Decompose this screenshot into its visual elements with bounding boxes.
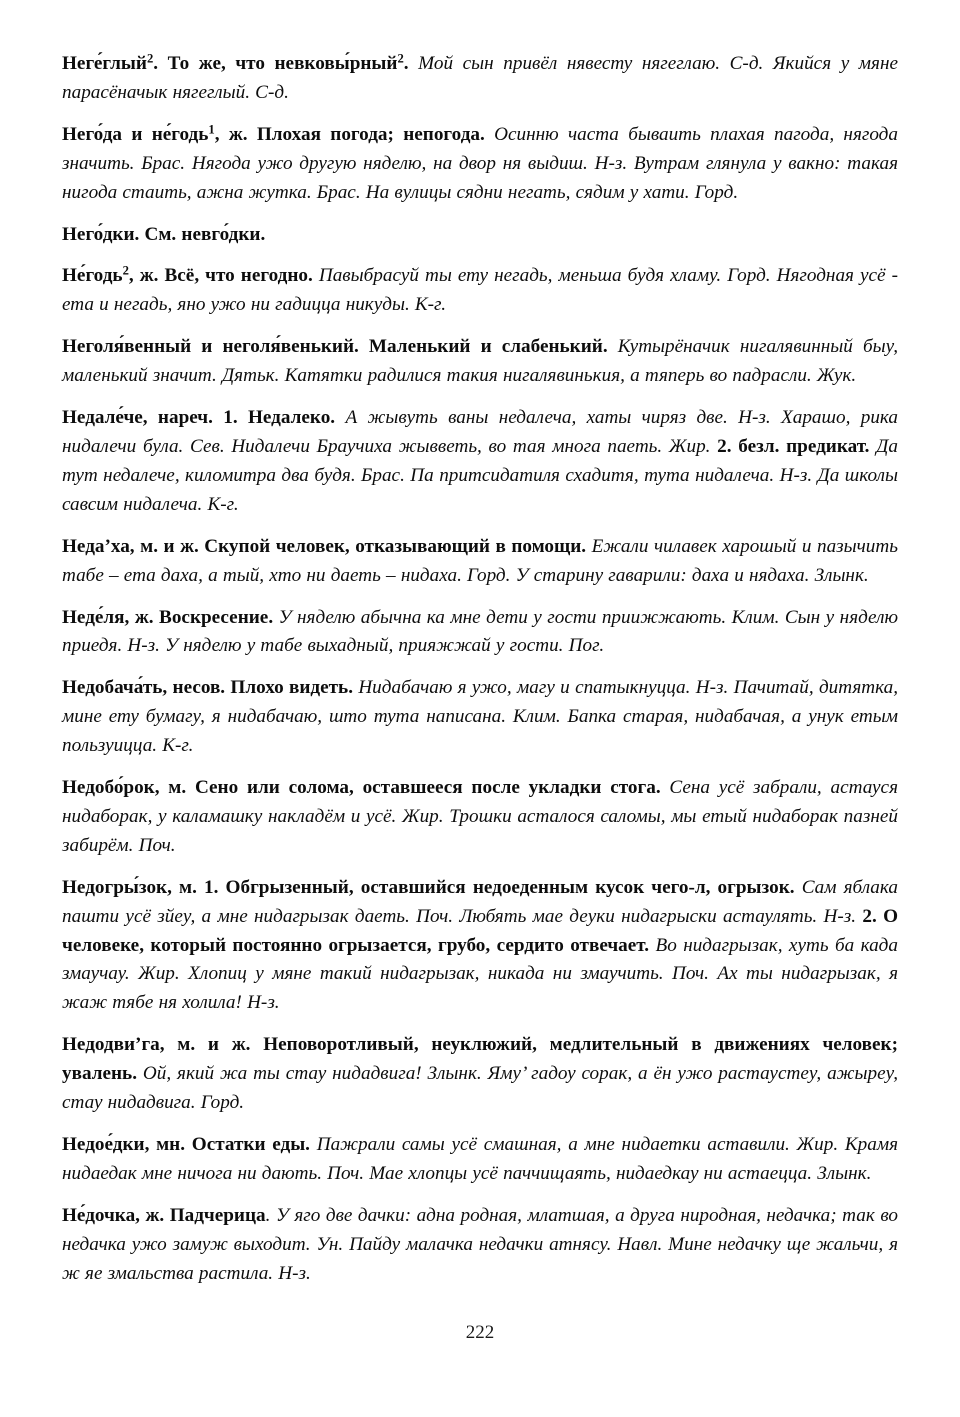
dictionary-entry xyxy=(62,604,898,662)
entry-example: Сена усё забрали, астауся нидаборак, у каламашку накладём и усё. Жир. Трошки асталося саломы, мы етый нидаборак пазней забирём. Поч. xyxy=(62,777,898,856)
entry-headword: Недобача́ть, несов. Плохо видеть. xyxy=(62,677,354,699)
entry-column xyxy=(62,50,898,1289)
entry-example: Нидабачаю я ужо, магу и спатыкнуцца. Н-з. Пачитай, дитятка, мине ету бумагу, я нидабачаю, што тута написана. Клим. Бапка старая, нидабачая, а унук етым пользуицца. К-г. xyxy=(62,677,899,757)
dictionary-entry xyxy=(62,874,898,1019)
entry-example: Кутырёначик нигалявинный быу, маленький значит. Дятьк. Катятки радилися такия нигалявинькия, а тяперь во падрасли. Жук. xyxy=(62,336,898,387)
entry-headword: Недодви’га, м. и ж. Неповоротливый, неуклюжий, медлительный в движениях человек; увалень. xyxy=(62,1034,898,1085)
entry-headword: Недогры́зок, м. 1. Обгрызенный, оставшийся недоеденным кусок чего-л, огрызок. xyxy=(62,876,795,898)
entry-example: Пажрали самы усё смашная, а мне нидаетки аставили. Жир. Крамя нидаедак мне ничога ни дають. Поч. Мае хлопцы усё паччищаять, нидаедкау ни астаецца. Злынк. xyxy=(62,1134,898,1184)
dictionary-entry xyxy=(62,674,898,761)
entry-headword: Недое́дки, мн. Остатки еды. xyxy=(62,1134,310,1155)
entry-headword: 2. безл. предикат. xyxy=(710,435,870,457)
entry-headword: Неге́глый$^2$. То же, что невковы́рный$^2$. xyxy=(62,51,409,74)
entry-example: Осинню часта бываить плахая пагода, нягода значить. Брас. Нягода ужо другую няделю, на двор ня выдиш. Н-з. Вутрам глянула у вакно: такая нигода стаить, ажна жутка. Брас. На вулицы сядни негать, сядим у хати. Горд. xyxy=(62,123,898,203)
entry-example: Ой, який жа ты стау нидадвига! Злынк. Яму’ гадоу сорак, а ён ужо растаустеу, ажыреу, стау нидадвига. Горд. xyxy=(62,1063,898,1114)
entry-headword: Не́дочка, ж. Падчерица xyxy=(62,1204,266,1226)
dictionary-entry xyxy=(62,121,898,208)
dictionary-entry xyxy=(62,262,898,320)
entry-headword: Не́годь$^2$, ж. Всё, что негодно. xyxy=(62,263,313,287)
entry-headword: 2. О человеке, который постоянно огрызается, грубо, сердито отвечает. xyxy=(62,905,898,956)
entry-headword: Него́да и не́годь$^1$, ж. Плохая погода; непогода. xyxy=(62,122,485,145)
entry-example: У няделю абычна ка мне дети у гости приижжають. Клим. Сын у няделю приедя. Н-з. У няделю у табе выхадный, прияжжай у гости. Пог. xyxy=(62,606,898,657)
entry-headword: Неголя́венный и неголя́венький. Маленький и слабенький. xyxy=(62,336,608,358)
dictionary-entry xyxy=(62,1202,898,1289)
dictionary-entry xyxy=(62,1031,898,1118)
entry-example: Во нидагрызак, хуть ба када змаучау. Жир. Хлопиц у мяне такий нидагрызак, никада ни змаучить. Поч. Ах ты нидагрызак, я жаж тябе ня холила! Н-з. xyxy=(62,934,898,1014)
entry-example: Сам яблака пашти усё зйеу, а мне нидагрызак даеть. Поч. Любять мае деуки нидагрыски астаулять. Н-з. xyxy=(62,876,898,927)
page-number: 222 xyxy=(465,1322,495,1343)
dictionary-entry xyxy=(62,404,898,520)
entry-example: Да тут недалече, киломитра два будя. Брас. Па притсидатиля схадитя, тута нидалеча. Н-з. Да школы савсим нидалеча. К-г. xyxy=(62,435,898,515)
dictionary-entry xyxy=(62,221,898,250)
entry-example: Ежали чилавек харошый и пазычить табе – ета даха, а тый, хто ни даеть – нидаха. Горд. У старину гаварили: даха и нядаха. Злынк. xyxy=(62,535,898,586)
dictionary-entry xyxy=(62,1131,898,1189)
entry-headword: Недобо́рок, м. Сено или солома, оставшееся после укладки стога. xyxy=(62,777,661,799)
entry-example: Мой сын привёл нявесту нягеглаю. С-д. Якийся у мяне парасёначык нягеглый. С-д. xyxy=(62,53,898,103)
entry-headword: Него́дки. См. невго́дки. xyxy=(62,223,266,245)
entry-example: Павыбрасуй ты ету негадь, меньша будя хламу. Горд. Нягодная усё - ета и негадь, яно ужо ни гадицца никуды. К-г. xyxy=(62,265,898,316)
entry-example: А жывуть ваны недалеча, хаты чиряз две. Н-з. Харашо, рика нидалечи була. Сев. Нидалечи Браучиха жывветь, во тая многа паеть. Жир. xyxy=(62,407,898,457)
dictionary-entry xyxy=(62,774,898,861)
entry-headword: Неде́ля, ж. Воскресение. xyxy=(62,606,274,628)
entry-example: . У яго две дачки: адна родная, млатшая, а друга ниродная, недачка; так во недачка ужо замуж выходит. Ун. Пайду малачка недачки атнясу. Навл. Мине недачку ще жальчи, я ж яе змальства растила. Н-з. xyxy=(62,1204,898,1284)
entry-headword: Недале́че, нареч. 1. Недалеко. xyxy=(62,407,336,429)
dictionary-entry xyxy=(62,333,898,391)
dictionary-entry xyxy=(62,533,898,591)
entry-headword: Неда’ха, м. и ж. Скупой человек, отказывающий в помощи. xyxy=(62,535,587,557)
dictionary-entry xyxy=(62,50,898,108)
